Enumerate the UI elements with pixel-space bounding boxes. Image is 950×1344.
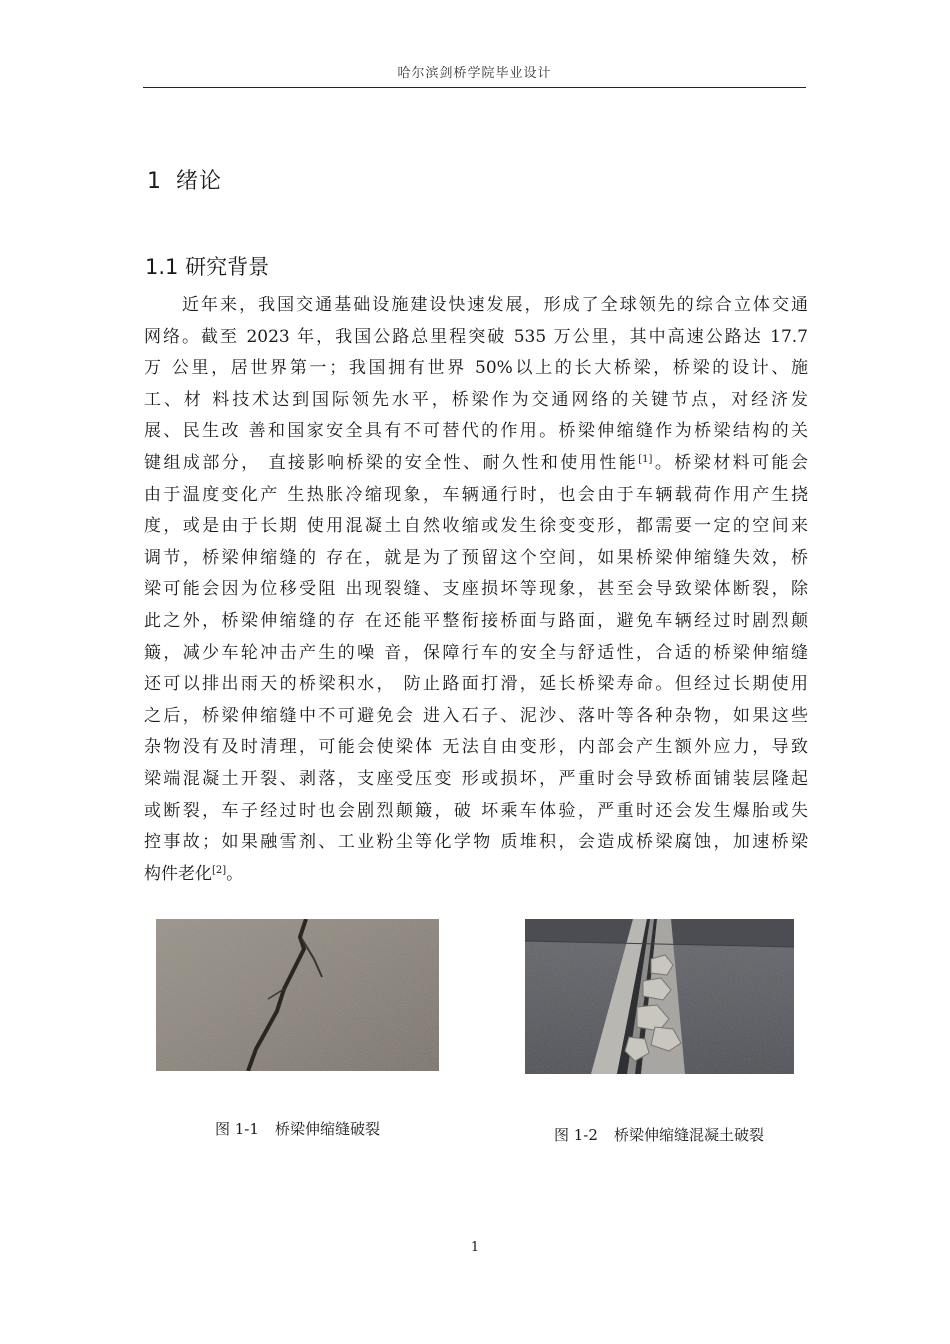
paragraph-line: 之后，桥梁伸缩缝中不可避免会 进入石子、泥沙、落叶等各种杂物，如果这些 bbox=[144, 705, 808, 726]
paragraph-line: 梁端混凝土开裂、剥落，支座受压变 形或损坏，严重时会导致桥面铺装层隆起 bbox=[144, 768, 808, 789]
cracked-surface-image bbox=[156, 919, 439, 1071]
section-heading: 1.1 研究背景 bbox=[145, 255, 270, 279]
paragraph-line: 度，或是由于长期 使用混凝土自然收缩或发生徐变变形，都需要一定的空间来 bbox=[144, 516, 808, 537]
joint-damage-image bbox=[525, 919, 794, 1074]
paragraph-line: 网络。截至 2023 年，我国公路总里程突破 535 万公里，其中高速公路达 17.7 bbox=[144, 326, 808, 347]
paragraph-line: 梁可能会因为位移受阻 出现裂缝、支座损坏等现象，甚至会导致梁体断裂，除 bbox=[144, 579, 808, 600]
paragraph-line-with-citation bbox=[144, 448, 808, 480]
paragraph-line: 万 公里，居世界第一；我国拥有世界 50%以上的长大桥梁，桥梁的设计、施 bbox=[144, 358, 808, 379]
line-text: 键组成部分， 直接影响桥梁的安全性、耐久性和使用性能 bbox=[144, 452, 639, 473]
figure-caption-2 bbox=[554, 1124, 764, 1145]
paragraph-line: 此之外，桥梁伸缩缝的存 在还能平整衔接桥面与路面，避免车辆经过时剧烈颠 bbox=[144, 610, 808, 631]
figure-cracked-joint-photo bbox=[156, 919, 439, 1071]
paragraph-line: 展、民生改 善和国家安全具有不可替代的作用。桥梁伸缩缝作为桥梁结构的关 bbox=[144, 421, 808, 442]
header-rule bbox=[143, 87, 806, 88]
paragraph-line: 调节，桥梁伸缩缝的 存在，就是为了预留这个空间，如果桥梁伸缩缝失效，桥 bbox=[144, 547, 808, 568]
page-number: 1 bbox=[470, 1240, 480, 1255]
figure-caption-text: 桥梁伸缩缝破裂 bbox=[274, 1120, 380, 1138]
figure-label: 图 1-2 bbox=[554, 1126, 598, 1144]
paragraph-line-with-citation bbox=[144, 859, 808, 891]
figure-caption-text: 桥梁伸缩缝混凝土破裂 bbox=[613, 1126, 764, 1144]
line-text: 。 bbox=[226, 863, 244, 884]
figure-label: 图 1-1 bbox=[215, 1120, 259, 1138]
paragraph-line: 由于温度变化产 生热胀冷缩现象，车辆通行时，也会由于车辆载荷作用产生挠 bbox=[144, 484, 808, 505]
chapter-title: 绪论 bbox=[176, 169, 223, 194]
paragraph-line: 控事故；如果融雪剂、工业粉尘等化学物 质堆积，会造成桥梁腐蚀，加速桥梁 bbox=[144, 832, 808, 853]
paragraph-line: 还可以排出雨天的桥梁积水， 防止路面打滑，延长桥梁寿命。但经过长期使用 bbox=[144, 674, 808, 695]
paragraph-line: 或断裂，车子经过时也会剧烈颠簸，破 坏乘车体验，严重时还会发生爆胎或失 bbox=[144, 800, 808, 821]
paragraph-line: 工、材 料技术达到国际领先水平，桥梁作为交通网络的关键节点，对经济发 bbox=[144, 389, 808, 410]
chapter-number: 1 bbox=[147, 169, 162, 194]
body-paragraph bbox=[144, 290, 808, 890]
figure-joint-concrete-damage-photo bbox=[525, 919, 794, 1074]
line-text: 构件老化 bbox=[144, 863, 212, 884]
paragraph-line: 近年来，我国交通基础设施建设快速发展，形成了全球领先的综合立体交通 bbox=[182, 295, 808, 315]
citation-ref-1[interactable]: [1] bbox=[638, 453, 653, 465]
page-header: 哈尔滨剑桥学院毕业设计 bbox=[397, 66, 552, 81]
line-text: 。桥梁材料可能会 bbox=[652, 452, 808, 473]
figure-caption-1 bbox=[215, 1118, 380, 1139]
citation-ref-2[interactable]: [2] bbox=[212, 864, 227, 876]
paragraph-line: 杂物没有及时清理，可能会使梁体 无法自由变形，内部会产生额外应力，导致 bbox=[144, 737, 808, 758]
paragraph-line: 簸，减少车轮冲击产生的噪 音，保障行车的安全与舒适性，合适的桥梁伸缩缝 bbox=[144, 642, 808, 663]
chapter-heading bbox=[147, 164, 222, 195]
